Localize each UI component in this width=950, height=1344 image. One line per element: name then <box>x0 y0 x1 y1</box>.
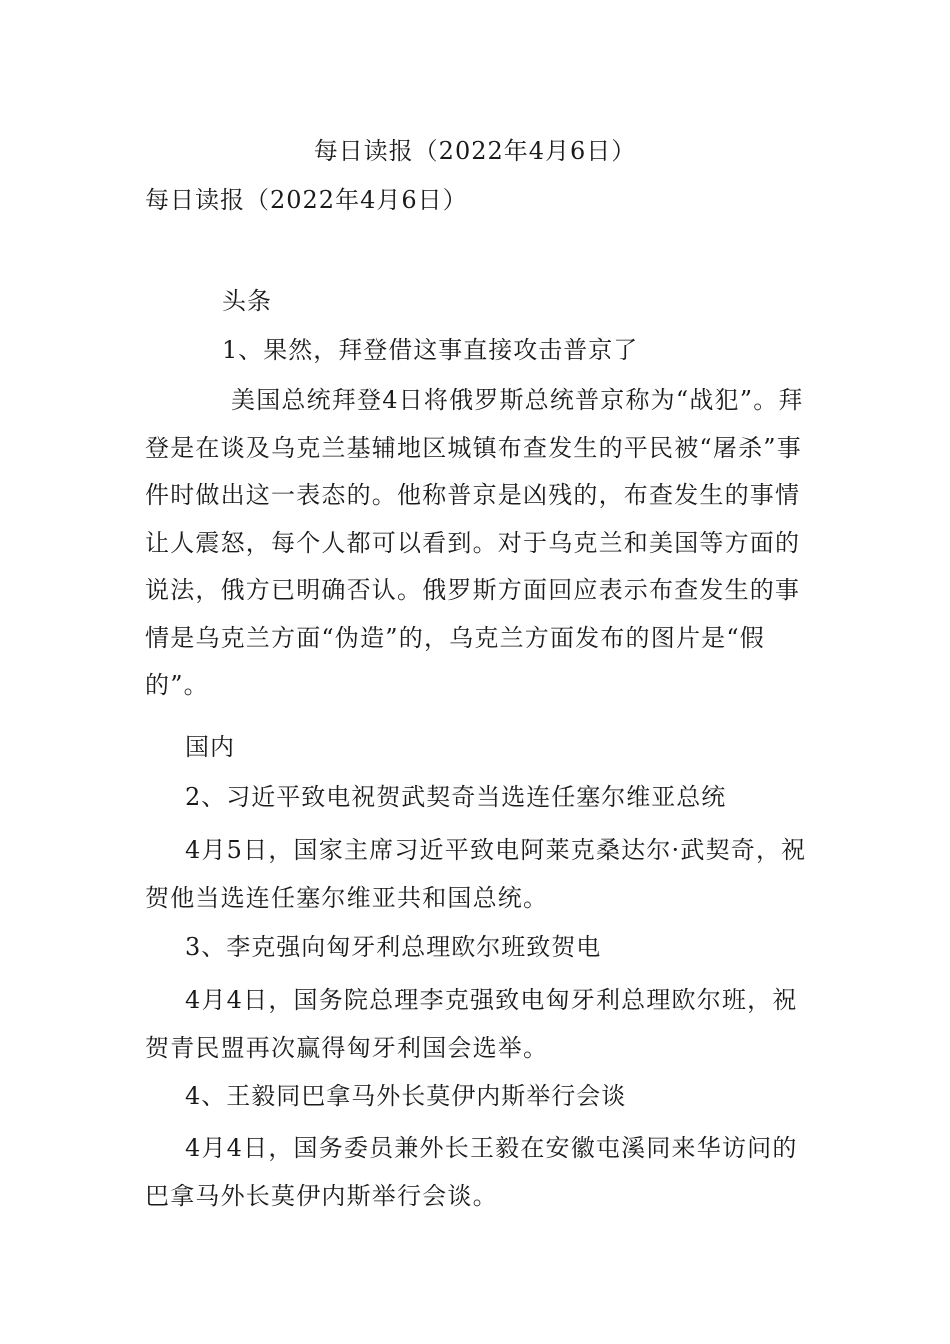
item-2-heading: 2、习近平致电祝贺武契奇当选连任塞尔维亚总统 <box>185 783 727 811</box>
document-subtitle: 每日读报（2022年4月6日） <box>145 186 468 214</box>
page-title: 每日读报（2022年4月6日） <box>313 137 637 165</box>
item-4-body: 4月4日，国务委员兼外长王毅在安徽屯溪同来华访问的巴拿马外长莫伊内斯举行会谈。 <box>145 1134 798 1210</box>
item-4-heading: 4、王毅同巴拿马外长莫伊内斯举行会谈 <box>185 1082 627 1110</box>
item-1-body: 美国总统拜登4日将俄罗斯总统普京称为“战犯”。拜登是在谈及乌克兰基辅地区城镇布查发生的平民被“屠杀”事件时做出这一表态的。他称普京是凶残的，布查发生的事情让人震怒，每个人都可以看到。对于乌克兰和美国等方面的说法，俄方已明确否认。俄罗斯方面回应表示布查发生的事情是乌克兰方面“伪造”的，乌克兰方面发布的图片是“假的”。 <box>145 386 804 699</box>
item-3-body: 4月4日，国务院总理李克强致电匈牙利总理欧尔班，祝贺青民盟再次赢得匈牙利国会选举。 <box>145 986 798 1062</box>
item-2-body: 4月5日，国家主席习近平致电阿莱克桑达尔·武契奇，祝贺他当选连任塞尔维亚共和国总统。 <box>145 836 807 912</box>
section-heading-domestic: 国内 <box>185 733 235 761</box>
item-3-heading: 3、李克强向匈牙利总理欧尔班致贺电 <box>185 933 602 961</box>
section-heading-headline: 头条 <box>222 287 272 315</box>
item-1-heading: 1、果然，拜登借这事直接攻击普京了 <box>222 336 639 364</box>
